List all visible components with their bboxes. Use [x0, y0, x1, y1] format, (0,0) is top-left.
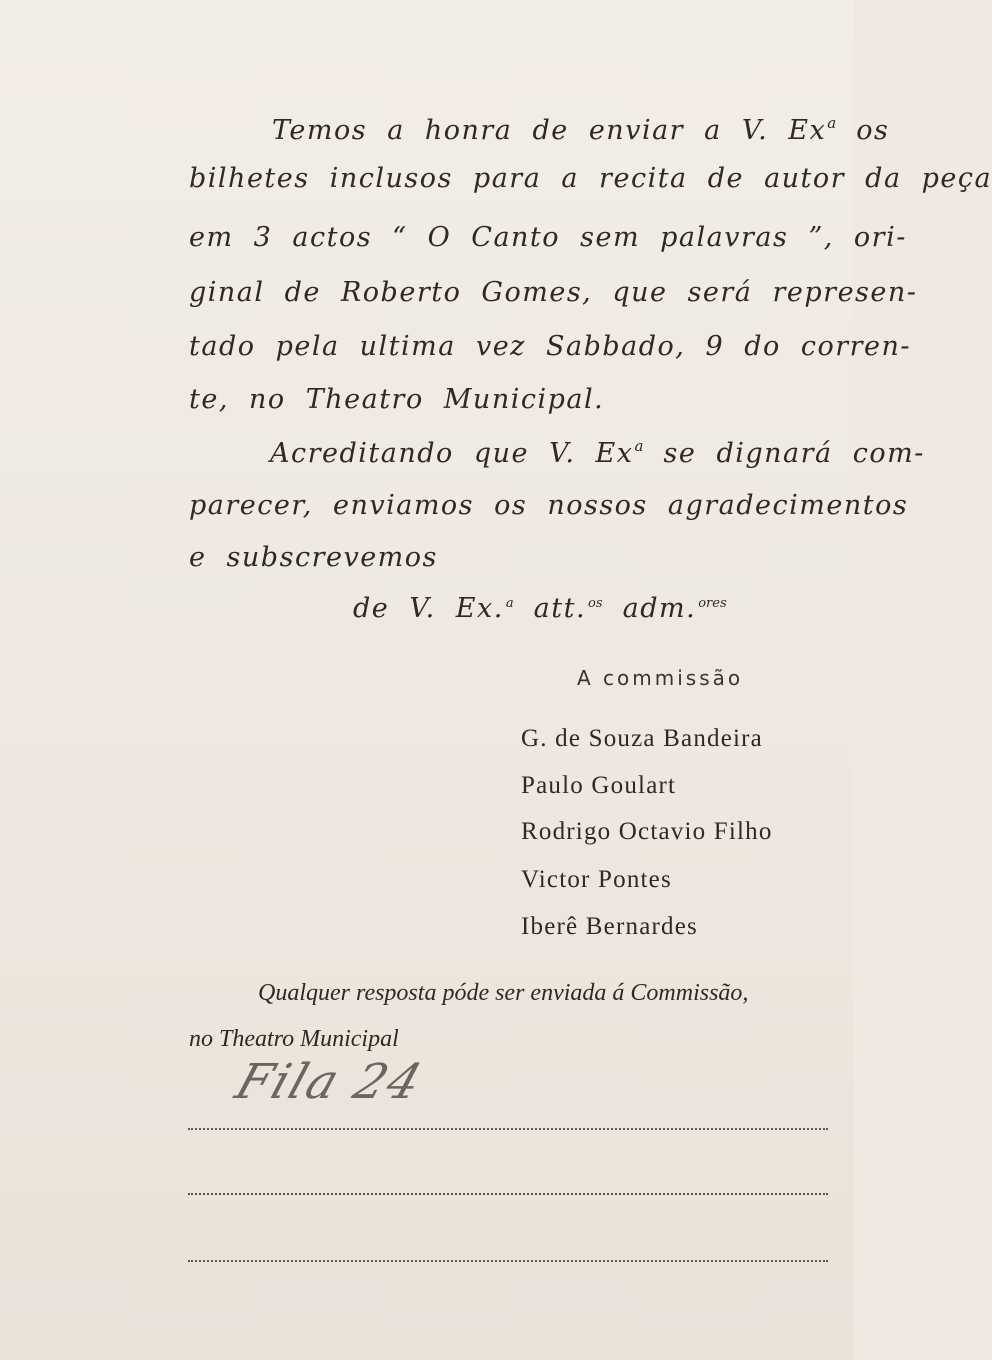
paragraph-1-line-4: ginal de Roberto Gomes, que será represen- [189, 277, 918, 308]
commission-member: Paulo Goulart [521, 772, 677, 799]
paragraph-1-line-5: tado pela ultima vez Sabbado, 9 do corren- [189, 331, 912, 362]
text: de V. Ex. [353, 593, 504, 624]
dotted-line [188, 1193, 828, 1195]
commission-member: G. de Souza Bandeira [521, 725, 763, 752]
footer-note-line-1: Qualquer resposta póde ser enviada á Commissão, [258, 980, 749, 1006]
text: adm. [602, 593, 697, 624]
paragraph-1-line-1 [272, 114, 889, 146]
commission-member: Victor Pontes [521, 866, 672, 893]
superscript: a [634, 437, 644, 455]
footer-note-line-2: no Theatro Municipal [189, 1026, 399, 1052]
dotted-line [188, 1128, 828, 1130]
dotted-line [188, 1260, 828, 1262]
paragraph-2-line-2: parecer, enviamos os nossos agradecimentos [189, 490, 909, 521]
text: att. [513, 593, 587, 624]
text: Acreditando que V. Ex [270, 438, 634, 469]
paragraph-1-line-6: te, no Theatro Municipal. [189, 384, 605, 415]
superscript: ores [698, 596, 727, 611]
commission-member: Iberê Bernardes [521, 913, 698, 940]
superscript: a [505, 596, 514, 611]
text: Temos a honra de enviar a V. Ex [272, 115, 827, 146]
commission-heading: A commissão [577, 666, 744, 690]
paragraph-1-line-2: bilhetes inclusos para a recita de autor da peça [189, 163, 992, 194]
superscript: os [588, 596, 603, 611]
text: os [836, 115, 890, 146]
paragraph-1-line-3: em 3 actos “ O Canto sem palavras ”, ori- [189, 222, 907, 253]
paragraph-2-line-3: e subscrevemos [189, 542, 438, 573]
closing-line [353, 593, 727, 624]
superscript: a [827, 114, 837, 132]
paragraph-2-line-1 [270, 437, 925, 469]
commission-member: Rodrigo Octavio Filho [521, 818, 773, 845]
text: se dignará com- [643, 438, 925, 469]
handwritten-note: Fila 24 [228, 1054, 431, 1110]
